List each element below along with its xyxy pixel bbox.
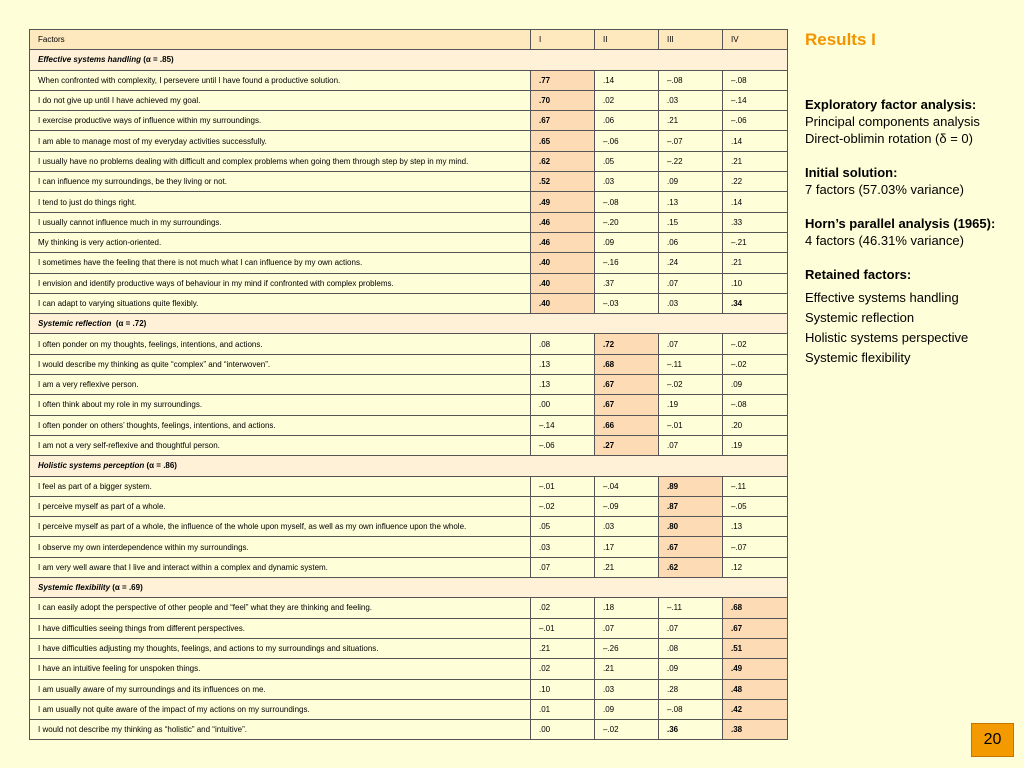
retained-factor: Systemic flexibility: [805, 350, 911, 365]
loading-cell: .12: [723, 557, 788, 577]
item-text: I am very well aware that I live and interact within a complex and dynamic system.: [30, 557, 531, 577]
loading-cell: .80: [659, 517, 723, 537]
section-alpha: (α = .69): [110, 583, 143, 593]
page-number: 20: [971, 723, 1014, 757]
loading-cell: .33: [723, 212, 788, 232]
header-factors: Factors: [30, 30, 531, 50]
table-body: [30, 50, 788, 740]
loading-cell: –.06: [595, 131, 659, 151]
loading-cell: .13: [531, 375, 595, 395]
section-title: [30, 456, 788, 476]
item-text: I am not a very self-reflexive and thoughtful person.: [30, 435, 531, 455]
item-text: I usually cannot influence much in my surroundings.: [30, 212, 531, 232]
loading-cell: .09: [659, 172, 723, 192]
loading-cell: .70: [531, 90, 595, 110]
loading-cell: .10: [723, 273, 788, 293]
item-text: I am a very reflexive person.: [30, 375, 531, 395]
table-row: [30, 638, 788, 658]
section-name: Systemic flexibility: [38, 583, 111, 593]
section-alpha: (α = .85): [141, 55, 174, 65]
section-name: Holistic systems perception: [38, 461, 145, 471]
loading-cell: –.01: [531, 618, 595, 638]
item-text: I observe my own interdependence within my surroundings.: [30, 537, 531, 557]
table-row: [30, 598, 788, 618]
loading-cell: .18: [595, 598, 659, 618]
loading-cell: –.08: [723, 70, 788, 90]
loading-cell: .46: [531, 232, 595, 252]
loading-cell: .17: [595, 537, 659, 557]
loading-cell: –.07: [723, 537, 788, 557]
loading-cell: .21: [595, 557, 659, 577]
table-row: [30, 232, 788, 252]
header-factor-iv: IV: [723, 30, 788, 50]
retained-block: [805, 266, 968, 369]
loading-cell: –.09: [595, 496, 659, 516]
loading-cell: .21: [659, 111, 723, 131]
initial-heading: Initial solution:: [805, 165, 898, 180]
loading-cell: .03: [595, 517, 659, 537]
loading-cell: .40: [531, 293, 595, 313]
item-text: I would describe my thinking as quite “complex” and “interwoven”.: [30, 354, 531, 374]
item-text: I am usually not quite aware of the impact of my actions on my surroundings.: [30, 699, 531, 719]
horn-block: [805, 215, 995, 249]
loading-cell: .49: [723, 659, 788, 679]
loading-cell: –.03: [595, 293, 659, 313]
loading-cell: .52: [531, 172, 595, 192]
table-row: [30, 172, 788, 192]
horn-line: 4 factors (46.31% variance): [805, 233, 964, 248]
loading-cell: .03: [595, 679, 659, 699]
loading-cell: .27: [595, 435, 659, 455]
loading-cell: –.16: [595, 253, 659, 273]
table-row: [30, 659, 788, 679]
table-row: [30, 212, 788, 232]
loading-cell: .19: [723, 435, 788, 455]
item-text: My thinking is very action-oriented.: [30, 232, 531, 252]
loading-cell: .24: [659, 253, 723, 273]
loading-cell: –.11: [723, 476, 788, 496]
loading-cell: .36: [659, 720, 723, 740]
loading-cell: .38: [723, 720, 788, 740]
loading-cell: .03: [531, 537, 595, 557]
loading-cell: –.11: [659, 598, 723, 618]
table-row: [30, 435, 788, 455]
item-text: I envision and identify productive ways of behaviour in my mind if confronted with complex problems.: [30, 273, 531, 293]
loading-cell: .87: [659, 496, 723, 516]
loading-cell: .67: [723, 618, 788, 638]
loading-cell: .14: [595, 70, 659, 90]
section-row: [30, 50, 788, 70]
table-row: [30, 273, 788, 293]
table-row: [30, 537, 788, 557]
table-row: [30, 517, 788, 537]
item-text: I sometimes have the feeling that there is not much what I can influence by my own actions.: [30, 253, 531, 273]
loading-cell: .72: [595, 334, 659, 354]
loading-cell: .09: [723, 375, 788, 395]
table-row: [30, 720, 788, 740]
loading-cell: .51: [723, 638, 788, 658]
retained-heading: Retained factors:: [805, 267, 912, 282]
table-row: [30, 415, 788, 435]
loading-cell: .48: [723, 679, 788, 699]
loading-cell: .03: [659, 293, 723, 313]
loading-cell: .07: [659, 435, 723, 455]
loading-cell: .01: [531, 699, 595, 719]
loading-cell: .05: [531, 517, 595, 537]
loading-cell: .19: [659, 395, 723, 415]
loading-cell: –.02: [531, 496, 595, 516]
section-row: [30, 314, 788, 334]
loading-cell: –.08: [659, 70, 723, 90]
header-factor-i: I: [531, 30, 595, 50]
item-text: I usually have no problems dealing with difficult and complex problems when going them through step by step in my mind.: [30, 151, 531, 171]
loading-cell: .89: [659, 476, 723, 496]
section-row: [30, 578, 788, 598]
item-text: I often ponder on others’ thoughts, feelings, intentions, and actions.: [30, 415, 531, 435]
loading-cell: .37: [595, 273, 659, 293]
loading-cell: .09: [595, 699, 659, 719]
table-row: [30, 395, 788, 415]
item-text: I often ponder on my thoughts, feelings, intentions, and actions.: [30, 334, 531, 354]
section-alpha: (α = .86): [144, 461, 177, 471]
table-row: [30, 192, 788, 212]
loading-cell: .15: [659, 212, 723, 232]
loading-cell: .02: [531, 598, 595, 618]
loading-cell: .07: [659, 618, 723, 638]
loading-cell: .13: [723, 517, 788, 537]
retained-factor: Systemic reflection: [805, 310, 915, 325]
loading-cell: .06: [595, 111, 659, 131]
loading-cell: .08: [531, 334, 595, 354]
loading-cell: .67: [595, 375, 659, 395]
loading-cell: .00: [531, 720, 595, 740]
item-text: I perceive myself as part of a whole, the influence of the whole upon myself, as well as my own influence upon the whole.: [30, 517, 531, 537]
loading-cell: .03: [659, 90, 723, 110]
table-row: [30, 476, 788, 496]
loading-cell: .21: [723, 151, 788, 171]
loading-cell: –.01: [531, 476, 595, 496]
loading-cell: –.14: [531, 415, 595, 435]
item-text: I would not describe my thinking as “holistic” and “intuitive”.: [30, 720, 531, 740]
item-text: I exercise productive ways of influence within my surroundings.: [30, 111, 531, 131]
efa-heading: Exploratory factor analysis:: [805, 97, 977, 112]
loading-cell: .07: [595, 618, 659, 638]
section-alpha: (α = .72): [111, 319, 147, 329]
item-text: I often think about my role in my surroundings.: [30, 395, 531, 415]
item-text: I am able to manage most of my everyday activities successfully.: [30, 131, 531, 151]
efa-line: Principal components analysis: [805, 114, 980, 129]
section-name: Systemic reflection: [38, 319, 112, 329]
retained-factor: Holistic systems perspective: [805, 330, 969, 345]
loading-cell: –.14: [723, 90, 788, 110]
loading-cell: .34: [723, 293, 788, 313]
table-row: [30, 90, 788, 110]
initial-solution-block: [805, 164, 964, 198]
loading-cell: .66: [595, 415, 659, 435]
loading-cell: .62: [531, 151, 595, 171]
table-row: [30, 70, 788, 90]
loading-cell: .68: [595, 354, 659, 374]
loading-cell: –.04: [595, 476, 659, 496]
table-row: [30, 699, 788, 719]
item-text: I can easily adopt the perspective of other people and “feel” what they are thinking and feeling.: [30, 598, 531, 618]
loading-cell: .40: [531, 253, 595, 273]
loading-cell: –.21: [723, 232, 788, 252]
loading-cell: .67: [595, 395, 659, 415]
item-text: I can adapt to varying situations quite flexibly.: [30, 293, 531, 313]
loading-cell: .08: [659, 638, 723, 658]
loading-cell: .21: [723, 253, 788, 273]
loading-cell: .49: [531, 192, 595, 212]
table-row: [30, 131, 788, 151]
loading-cell: .67: [659, 537, 723, 557]
loading-cell: .06: [659, 232, 723, 252]
loading-cell: .67: [531, 111, 595, 131]
loading-cell: –.08: [723, 395, 788, 415]
item-text: I have difficulties seeing things from different perspectives.: [30, 618, 531, 638]
section-row: [30, 456, 788, 476]
loading-cell: .22: [723, 172, 788, 192]
loading-cell: .07: [531, 557, 595, 577]
loading-cell: –.02: [595, 720, 659, 740]
item-text: When confronted with complexity, I persevere until I have found a productive solution.: [30, 70, 531, 90]
loading-cell: .13: [531, 354, 595, 374]
loading-cell: –.20: [595, 212, 659, 232]
loading-cell: .21: [531, 638, 595, 658]
loading-cell: .65: [531, 131, 595, 151]
loading-cell: .77: [531, 70, 595, 90]
table-row: [30, 679, 788, 699]
loading-cell: –.26: [595, 638, 659, 658]
table-row: [30, 151, 788, 171]
item-text: I perceive myself as part of a whole.: [30, 496, 531, 516]
efa-line: Direct-oblimin rotation (δ = 0): [805, 131, 973, 146]
loading-cell: –.11: [659, 354, 723, 374]
initial-line: 7 factors (57.03% variance): [805, 182, 964, 197]
loading-cell: .09: [595, 232, 659, 252]
item-text: I have an intuitive feeling for unspoken things.: [30, 659, 531, 679]
loading-cell: .40: [531, 273, 595, 293]
header-factor-ii: II: [595, 30, 659, 50]
loading-cell: –.05: [723, 496, 788, 516]
loading-cell: .00: [531, 395, 595, 415]
loading-cell: .05: [595, 151, 659, 171]
loading-cell: –.08: [595, 192, 659, 212]
loading-cell: –.22: [659, 151, 723, 171]
loading-cell: .03: [595, 172, 659, 192]
table-row: [30, 557, 788, 577]
section-title: [30, 50, 788, 70]
table-row: [30, 618, 788, 638]
table-header-row: [30, 30, 788, 50]
slide-title: Results I: [805, 30, 876, 49]
efa-block: [805, 96, 980, 147]
table-row: [30, 496, 788, 516]
item-text: I can influence my surroundings, be they living or not.: [30, 172, 531, 192]
table-row: [30, 375, 788, 395]
retained-factor-list: [805, 289, 968, 366]
retained-factor: Effective systems handling: [805, 290, 959, 305]
item-text: I do not give up until I have achieved my goal.: [30, 90, 531, 110]
section-title: [30, 314, 788, 334]
loading-cell: .02: [595, 90, 659, 110]
table-row: [30, 293, 788, 313]
loading-cell: .21: [595, 659, 659, 679]
section-title: [30, 578, 788, 598]
item-text: I tend to just do things right.: [30, 192, 531, 212]
loading-cell: –.02: [723, 354, 788, 374]
loading-cell: .10: [531, 679, 595, 699]
loading-cell: .14: [723, 192, 788, 212]
loading-cell: –.02: [659, 375, 723, 395]
loading-cell: .13: [659, 192, 723, 212]
item-text: I feel as part of a bigger system.: [30, 476, 531, 496]
loading-cell: .68: [723, 598, 788, 618]
table-row: [30, 334, 788, 354]
loading-cell: –.06: [723, 111, 788, 131]
horn-heading: Horn’s parallel analysis (1965):: [805, 216, 996, 231]
section-name: Effective systems handling: [38, 55, 141, 65]
loading-cell: .20: [723, 415, 788, 435]
item-text: I have difficulties adjusting my thoughts, feelings, and actions to my surroundings and situations.: [30, 638, 531, 658]
loading-cell: –.07: [659, 131, 723, 151]
loading-cell: –.06: [531, 435, 595, 455]
table-row: [30, 253, 788, 273]
loading-cell: .14: [723, 131, 788, 151]
loading-cell: –.08: [659, 699, 723, 719]
loading-cell: .07: [659, 334, 723, 354]
loading-cell: .07: [659, 273, 723, 293]
loading-cell: .62: [659, 557, 723, 577]
table-row: [30, 354, 788, 374]
loading-cell: –.01: [659, 415, 723, 435]
header-factor-iii: III: [659, 30, 723, 50]
table-row: [30, 111, 788, 131]
loading-cell: .46: [531, 212, 595, 232]
loading-cell: .09: [659, 659, 723, 679]
factor-loadings-table: [29, 29, 788, 740]
loading-cell: .28: [659, 679, 723, 699]
item-text: I am usually aware of my surroundings and its influences on me.: [30, 679, 531, 699]
loading-cell: .42: [723, 699, 788, 719]
loading-cell: –.02: [723, 334, 788, 354]
loading-cell: .02: [531, 659, 595, 679]
